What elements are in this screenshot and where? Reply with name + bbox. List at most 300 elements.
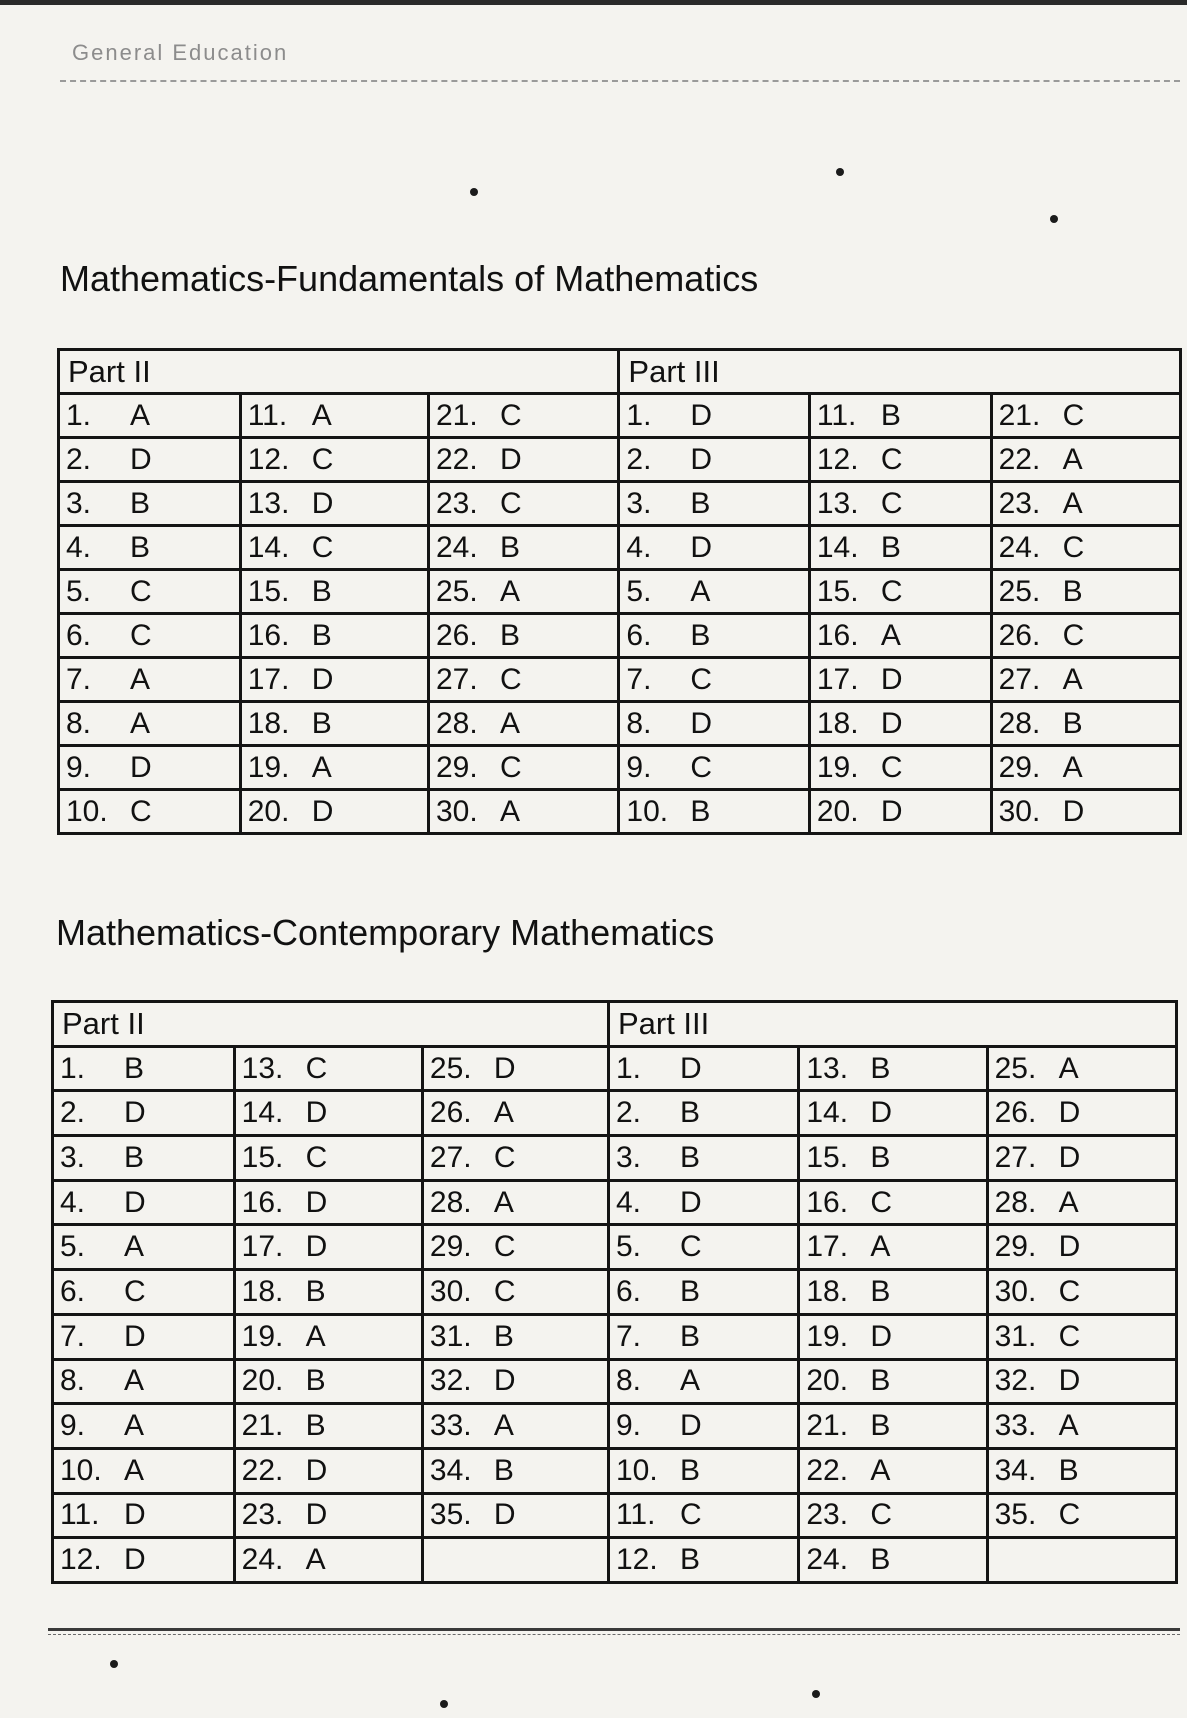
question-number: 19. (241, 1319, 284, 1353)
question-number: 30. (998, 794, 1041, 828)
answer-letter: D (690, 706, 713, 740)
answer-cell (59, 702, 241, 746)
answer-cell (619, 570, 809, 614)
answer-cell (53, 1136, 235, 1181)
answer-cell (608, 1136, 798, 1181)
table-row (53, 1538, 1177, 1583)
question-number: 29. (435, 750, 478, 784)
answer-cell (809, 570, 991, 614)
answer-letter: C (311, 530, 334, 564)
table-row (53, 1314, 1177, 1359)
question-number: 17. (247, 662, 290, 696)
answer-cell (53, 1404, 235, 1449)
question-number: 16. (241, 1185, 284, 1219)
answer-letter: B (130, 486, 151, 520)
question-number: 20. (806, 1364, 849, 1398)
question-number: 30. (994, 1274, 1037, 1308)
table-row (59, 438, 1181, 482)
question-number: 11. (60, 1498, 100, 1532)
part-label: Part II (53, 1002, 609, 1047)
question-number: 13. (816, 486, 859, 520)
answer-letter: C (130, 794, 152, 828)
question-number: 5. (626, 574, 652, 608)
answer-letter: B (679, 1096, 700, 1130)
question-number: 5. (60, 1230, 86, 1264)
answer-letter: D (124, 1319, 146, 1353)
answer-cell (991, 526, 1180, 570)
question-number: 10. (66, 794, 108, 828)
question-number: 31. (429, 1319, 472, 1353)
answer-letter: B (1062, 706, 1083, 740)
answer-cell (987, 1046, 1176, 1091)
top-border-rule (0, 0, 1187, 5)
answer-letter: C (130, 574, 152, 608)
answer-letter: A (1062, 442, 1083, 476)
answer-letter: D (690, 442, 713, 476)
question-number: 21. (435, 398, 478, 432)
question-number: 20. (247, 794, 290, 828)
question-number: 7. (615, 1319, 641, 1353)
answer-key-table-contemporary (51, 1000, 1178, 1584)
answer-cell (53, 1538, 235, 1583)
question-number: 21. (806, 1409, 849, 1443)
question-number: 8. (66, 706, 92, 740)
question-number: 28. (998, 706, 1041, 740)
answer-letter: B (493, 1319, 514, 1353)
answer-letter: D (690, 398, 713, 432)
answer-cell (428, 570, 618, 614)
table-row (53, 1493, 1177, 1538)
question-number: 6. (60, 1274, 86, 1308)
question-number: 1. (615, 1051, 641, 1085)
answer-letter: D (679, 1185, 702, 1219)
answer-cell (240, 526, 428, 570)
answer-cell (987, 1448, 1176, 1493)
question-number: 15. (806, 1140, 849, 1174)
answer-letter: C (690, 750, 713, 784)
question-number: 29. (429, 1230, 472, 1264)
answer-letter: A (679, 1364, 700, 1398)
answer-letter: B (690, 794, 711, 828)
question-number: 1. (66, 398, 92, 432)
answer-cell (608, 1493, 798, 1538)
answer-letter: C (1062, 618, 1085, 652)
part-label: Part III (608, 1002, 1176, 1047)
question-number: 4. (615, 1185, 641, 1219)
answer-cell (240, 614, 428, 658)
answer-cell (240, 702, 428, 746)
answer-letter: B (870, 1274, 891, 1308)
answer-cell (991, 482, 1180, 526)
table-row (59, 746, 1181, 790)
answer-cell (619, 702, 809, 746)
question-number: 3. (60, 1140, 86, 1174)
question-number: 4. (66, 530, 92, 564)
answer-cell (53, 1180, 235, 1225)
answer-cell (234, 1538, 422, 1583)
answer-letter: C (1058, 1498, 1081, 1532)
question-number: 27. (998, 662, 1041, 696)
question-number: 27. (435, 662, 478, 696)
answer-cell (608, 1404, 798, 1449)
question-number: 27. (994, 1140, 1037, 1174)
answer-cell (234, 1091, 422, 1136)
question-number: 29. (994, 1230, 1037, 1264)
answer-cell (422, 1270, 608, 1315)
footer-divider-dashed (48, 1634, 1180, 1635)
section-title-contemporary: Mathematics-Contemporary Mathematics (56, 912, 715, 953)
question-number: 20. (241, 1364, 284, 1398)
table-row (53, 1136, 1177, 1181)
answer-letter: B (305, 1274, 326, 1308)
question-number: 29. (998, 750, 1041, 784)
answer-letter: D (305, 1230, 328, 1264)
question-number: 28. (429, 1185, 472, 1219)
answer-letter: C (499, 662, 522, 696)
question-number: 26. (994, 1096, 1037, 1130)
question-number: 32. (429, 1364, 472, 1398)
question-number: 30. (435, 794, 478, 828)
question-number: 25. (429, 1051, 472, 1085)
answer-letter: B (880, 398, 901, 432)
answer-letter: B (870, 1051, 891, 1085)
answer-letter: D (305, 1453, 328, 1487)
answer-cell (991, 394, 1180, 438)
answer-letter: A (499, 794, 520, 828)
answer-cell (422, 1046, 608, 1091)
answer-cell (234, 1180, 422, 1225)
question-number: 20. (816, 794, 859, 828)
answer-cell (608, 1270, 798, 1315)
answer-letter: B (124, 1140, 145, 1174)
answer-cell (799, 1493, 987, 1538)
question-number: 18. (806, 1274, 849, 1308)
question-number: 24. (806, 1543, 849, 1577)
question-number: 21. (241, 1409, 284, 1443)
answer-letter: A (311, 398, 332, 432)
answer-letter: A (1062, 486, 1083, 520)
answer-cell (608, 1180, 798, 1225)
answer-cell (428, 702, 618, 746)
answer-letter: B (130, 530, 151, 564)
question-number: 9. (66, 750, 92, 784)
answer-letter: C (690, 662, 713, 696)
answer-cell (991, 438, 1180, 482)
question-number: 16. (806, 1185, 849, 1219)
part-header-row (59, 350, 1181, 394)
answer-cell (619, 614, 809, 658)
question-number: 12. (615, 1543, 658, 1577)
scan-speck (470, 188, 478, 196)
question-number: 32. (994, 1364, 1037, 1398)
question-number: 17. (806, 1230, 849, 1264)
answer-cell (799, 1538, 987, 1583)
answer-letter: B (679, 1543, 700, 1577)
answer-cell (809, 702, 991, 746)
answer-letter: A (1058, 1185, 1079, 1219)
table-row (53, 1270, 1177, 1315)
table-row (59, 394, 1181, 438)
answer-letter: A (1058, 1409, 1079, 1443)
answer-cell (240, 394, 428, 438)
answer-letter: D (305, 1498, 328, 1532)
answer-cell (987, 1136, 1176, 1181)
answer-cell (608, 1046, 798, 1091)
question-number: 13. (247, 486, 290, 520)
table-row (59, 570, 1181, 614)
question-number: 11. (615, 1498, 656, 1532)
answer-letter: C (493, 1274, 516, 1308)
answer-letter: A (130, 706, 151, 740)
answer-letter: A (493, 1409, 514, 1443)
answer-cell (987, 1314, 1176, 1359)
answer-cell (59, 790, 241, 834)
answer-letter: C (499, 398, 522, 432)
question-number: 8. (60, 1364, 86, 1398)
answer-cell (422, 1136, 608, 1181)
answer-cell (987, 1225, 1176, 1270)
answer-letter: A (499, 706, 520, 740)
answer-cell (428, 482, 618, 526)
answer-cell (987, 1359, 1176, 1404)
answer-cell (234, 1270, 422, 1315)
question-number: 22. (241, 1453, 284, 1487)
table-row (59, 614, 1181, 658)
answer-cell (799, 1046, 987, 1091)
question-number: 3. (66, 486, 92, 520)
answer-letter: A (124, 1409, 145, 1443)
answer-letter: A (1062, 750, 1083, 784)
answer-cell (428, 614, 618, 658)
answer-cell (991, 614, 1180, 658)
answer-letter: C (305, 1051, 328, 1085)
question-number: 7. (66, 662, 92, 696)
answer-letter: B (690, 618, 711, 652)
answer-cell (53, 1270, 235, 1315)
answer-letter: C (1062, 398, 1085, 432)
answer-cell (619, 438, 809, 482)
answer-cell (987, 1538, 1176, 1583)
part-label: Part II (59, 350, 619, 394)
answer-cell (422, 1225, 608, 1270)
question-number: 34. (994, 1453, 1037, 1487)
answer-cell (608, 1538, 798, 1583)
answer-letter: D (124, 1498, 146, 1532)
answer-letter: D (1062, 794, 1085, 828)
answer-cell (608, 1225, 798, 1270)
answer-letter: D (124, 1185, 146, 1219)
question-number: 21. (998, 398, 1041, 432)
answer-cell (234, 1448, 422, 1493)
answer-letter: A (124, 1364, 145, 1398)
answer-cell (422, 1359, 608, 1404)
table-row (59, 526, 1181, 570)
table-row (53, 1046, 1177, 1091)
running-header: General Education (72, 40, 289, 65)
question-number: 23. (806, 1498, 849, 1532)
answer-letter: D (880, 794, 903, 828)
answer-cell (53, 1091, 235, 1136)
question-number: 25. (994, 1051, 1037, 1085)
footer-divider (48, 1628, 1180, 1631)
question-number: 8. (615, 1364, 641, 1398)
question-number: 14. (241, 1096, 284, 1130)
scan-speck (440, 1700, 448, 1708)
answer-cell (59, 438, 241, 482)
question-number: 12. (247, 442, 290, 476)
table-row (53, 1404, 1177, 1449)
question-number: 3. (615, 1140, 641, 1174)
answer-letter: C (493, 1140, 516, 1174)
answer-letter: D (1058, 1364, 1081, 1398)
answer-cell (234, 1046, 422, 1091)
question-number: 2. (66, 442, 92, 476)
answer-cell (422, 1091, 608, 1136)
answer-cell (59, 526, 241, 570)
question-number: 9. (615, 1409, 641, 1443)
question-number: 16. (247, 618, 290, 652)
answer-cell (809, 394, 991, 438)
answer-letter: B (124, 1051, 145, 1085)
answer-letter: B (305, 1409, 326, 1443)
answer-cell (809, 438, 991, 482)
answer-cell (422, 1180, 608, 1225)
answer-letter: D (493, 1498, 516, 1532)
answer-letter: A (499, 574, 520, 608)
answer-letter: B (493, 1453, 514, 1487)
answer-cell (608, 1448, 798, 1493)
question-number: 12. (60, 1543, 102, 1577)
question-number: 33. (429, 1409, 472, 1443)
table-row (59, 482, 1181, 526)
answer-letter: D (1058, 1140, 1081, 1174)
question-number: 23. (998, 486, 1041, 520)
answer-letter: D (1058, 1230, 1081, 1264)
question-number: 3. (626, 486, 652, 520)
table-row (53, 1359, 1177, 1404)
table-row (59, 702, 1181, 746)
question-number: 12. (816, 442, 859, 476)
answer-letter: B (679, 1453, 700, 1487)
answer-cell (428, 438, 618, 482)
answer-cell (53, 1359, 235, 1404)
answer-letter: D (679, 1409, 702, 1443)
answer-cell (987, 1404, 1176, 1449)
answer-letter: C (870, 1185, 893, 1219)
answer-cell (809, 658, 991, 702)
question-number: 2. (615, 1096, 641, 1130)
answer-cell (619, 790, 809, 834)
answer-cell (240, 438, 428, 482)
answer-cell (240, 658, 428, 702)
answer-letter: B (679, 1140, 700, 1174)
section-title-fundamentals: Mathematics-Fundamentals of Mathematics (60, 258, 759, 299)
answer-letter: D (493, 1051, 516, 1085)
answer-cell (799, 1180, 987, 1225)
answer-letter: A (124, 1230, 145, 1264)
answer-letter: D (880, 662, 903, 696)
question-number: 1. (60, 1051, 86, 1085)
part-header-row (53, 1002, 1177, 1047)
question-number: 9. (60, 1409, 86, 1443)
answer-cell (991, 746, 1180, 790)
answer-cell (422, 1404, 608, 1449)
answer-letter: B (870, 1409, 891, 1443)
table-row (53, 1448, 1177, 1493)
answer-letter: A (305, 1319, 326, 1353)
answer-letter: C (880, 574, 903, 608)
answer-cell (809, 746, 991, 790)
answer-cell (234, 1493, 422, 1538)
answer-letter: C (1058, 1274, 1081, 1308)
answer-cell (799, 1404, 987, 1449)
answer-cell (619, 482, 809, 526)
question-number: 9. (626, 750, 652, 784)
question-number: 4. (60, 1185, 86, 1219)
answer-letter: B (880, 530, 901, 564)
question-number: 7. (60, 1319, 86, 1353)
answer-cell (809, 614, 991, 658)
answer-cell (608, 1359, 798, 1404)
answer-cell (608, 1314, 798, 1359)
answer-letter: A (493, 1185, 514, 1219)
answer-cell (240, 570, 428, 614)
answer-letter: D (311, 794, 334, 828)
answer-cell (799, 1091, 987, 1136)
question-number: 22. (806, 1453, 849, 1487)
answer-cell (422, 1314, 608, 1359)
question-number: 14. (806, 1096, 849, 1130)
answer-letter: A (880, 618, 901, 652)
answer-letter: C (1062, 530, 1085, 564)
table-row (59, 790, 1181, 834)
answer-cell (619, 658, 809, 702)
answer-cell (234, 1225, 422, 1270)
answer-letter: B (499, 618, 520, 652)
answer-cell (59, 570, 241, 614)
answer-letter: D (870, 1096, 893, 1130)
answer-cell (53, 1225, 235, 1270)
answer-letter: D (1058, 1096, 1081, 1130)
answer-letter: A (311, 750, 332, 784)
answer-cell (799, 1270, 987, 1315)
answer-letter: A (130, 662, 151, 696)
answer-cell (234, 1136, 422, 1181)
question-number: 6. (626, 618, 652, 652)
answer-cell (240, 746, 428, 790)
answer-letter: B (499, 530, 520, 564)
answer-letter: D (679, 1051, 702, 1085)
question-number: 11. (247, 398, 288, 432)
answer-letter: C (305, 1140, 328, 1174)
answer-letter: D (311, 486, 334, 520)
question-number: 6. (615, 1274, 641, 1308)
answer-letter: A (124, 1453, 145, 1487)
answer-letter: D (305, 1096, 328, 1130)
question-number: 1. (626, 398, 652, 432)
question-number: 31. (994, 1319, 1037, 1353)
question-number: 14. (816, 530, 859, 564)
question-number: 33. (994, 1409, 1037, 1443)
answer-letter: D (311, 662, 334, 696)
answer-letter: A (870, 1230, 891, 1264)
question-number: 15. (247, 574, 290, 608)
answer-cell (59, 614, 241, 658)
question-number: 30. (429, 1274, 472, 1308)
answer-cell (59, 482, 241, 526)
answer-letter: B (870, 1364, 891, 1398)
question-number: 23. (241, 1498, 284, 1532)
